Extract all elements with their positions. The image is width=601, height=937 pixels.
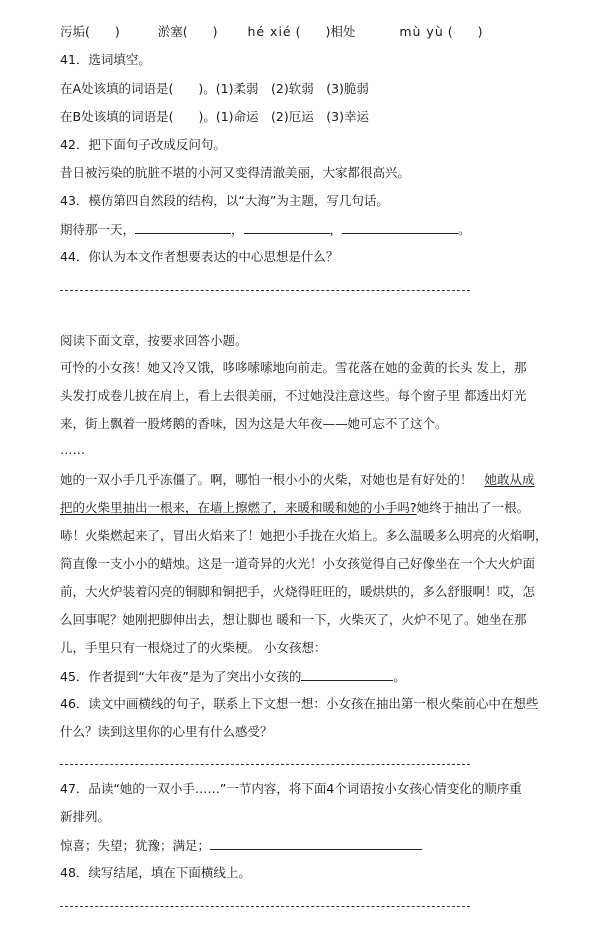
q47-words: 惊喜；失望；犹豫；满足；: [60, 838, 211, 853]
passage-p2-line7: 儿，手里只有一根烧过了的火柴梗。 小女孩想：: [60, 640, 327, 655]
q47-line1: 47．品读“她的一双小手……”一节内容，将下面4个词语按小女孩心情变化的顺序重: [60, 781, 522, 796]
vocab-pinyin-muyu: mù yù: [399, 24, 444, 39]
passage-p2-line2: [60, 500, 540, 516]
q48-title: 48．续写结尾，填在下面横线上。: [60, 865, 251, 880]
q46-answer-line[interactable]: [60, 764, 470, 765]
passage-p2-line5: 前，大火炉装着闪亮的铜脚和铜把手，火烧得旺旺的，暖烘烘的，多么舒服啊！哎，怎: [60, 584, 536, 599]
q41-option-a: 在A处该填的词语是( )。(1)柔弱 (2)软弱 (3)脆弱: [60, 81, 369, 96]
passage-p1-line2: 头发打成卷儿披在肩上，看上去很美丽，不过她没注意这些。每个窗子里 都透出灯光: [60, 388, 527, 403]
q42-title: 42．把下面句子改成反问句。: [60, 137, 226, 152]
q45-text: 45．作者提到“大年夜”是为了突出小女孩的: [60, 669, 302, 684]
q44-answer-line[interactable]: [60, 290, 470, 291]
q45-period: 。: [393, 669, 406, 684]
q43-prefix: 期待那一天，: [60, 222, 136, 237]
q47-line2: 新排列。: [60, 809, 111, 824]
q47-blank[interactable]: [210, 837, 422, 850]
q43-answer-row: [60, 221, 540, 238]
q43-comma-2: ，: [329, 222, 343, 237]
q48-answer-line[interactable]: [60, 906, 470, 907]
q41-option-b: 在B处该填的词语是( )。(1)命运 (2)厄运 (3)幸运: [60, 109, 369, 124]
q43-blank-1[interactable]: [135, 221, 231, 234]
q43-title: 43．模仿第四自然段的结构，以“大海”为主题，写几句话。: [60, 193, 389, 208]
passage-p2-line1-text: 她的一双小手几乎冻僵了。啊，哪怕一根小小的火柴，对她也是有好处的！: [60, 472, 473, 487]
vocab-row: [60, 24, 540, 40]
passage-p2-line4: 简直像一支小小的蜡烛。这是一道奇异的火光！小女孩觉得自己好像坐在一个大火炉面: [60, 556, 536, 571]
vocab-item-wugou: 污垢( ): [60, 24, 120, 39]
q45-row: [60, 668, 540, 685]
q42-sentence: 昔日被污染的肮脏不堪的小河又变得清澈美丽，大家都很高兴。: [60, 165, 411, 180]
q43-comma-1: ，: [231, 222, 244, 237]
passage-p2-line2-text: 她终于抽出了一根。: [416, 500, 530, 515]
q43-period: 。: [458, 222, 471, 237]
passage-ellipsis: ……: [60, 442, 85, 457]
q43-blank-3[interactable]: [342, 221, 458, 234]
q45-blank[interactable]: [301, 668, 393, 681]
passage-p2-line6: 么回事呢？她刚把脚伸出去，想让脚也 暖和一下，火柴灭了，火炉不见了。她坐在那: [60, 612, 527, 627]
passage-p2-line1: [60, 472, 540, 488]
vocab-item-muyu-blank: ( ): [447, 24, 483, 39]
q41-title: 41．选词填空。: [60, 52, 151, 67]
underlined-sentence-start: 她敢从成: [484, 472, 535, 487]
q43-blank-2[interactable]: [244, 221, 330, 234]
vocab-item-yusai: 淤塞( ): [157, 24, 218, 39]
vocab-item-xiangchu: ( )相处: [295, 24, 356, 39]
passage-p2-line3: 哧！火柴燃起来了，冒出火焰来了！她把小手拢在火焰上。多么温暖多么明亮的火焰啊，: [60, 528, 548, 543]
vocab-pinyin-hexie: hé xié: [247, 24, 292, 39]
q47-words-row: [60, 837, 540, 854]
passage-p1-line3: 来，街上飘着一股烤鹅的香味，因为这是大年夜——她可忘不了这个。: [60, 416, 448, 431]
passage-intro: 阅读下面文章，按要求回答小题。: [60, 333, 248, 348]
underlined-sentence-end: 把的火柴里抽出一根来，在墙上擦燃了，来暖和暖和她的小手吗?: [60, 500, 417, 515]
passage-p1-line1: 可怜的小女孩！她又冷又饿，哆哆嗦嗦地向前走。雪花落在她的金黄的长头 发上，那: [60, 360, 527, 375]
q46-line1: 46．读文中画横线的句子，联系上下文想一想：小女孩在抽出第一根火柴前心中在想些: [60, 696, 539, 711]
q46-line2: 什么？读到这里你的心里有什么感受？: [60, 724, 273, 739]
q44-title: 44．你认为本文作者想要表达的中心思想是什么？: [60, 249, 339, 264]
